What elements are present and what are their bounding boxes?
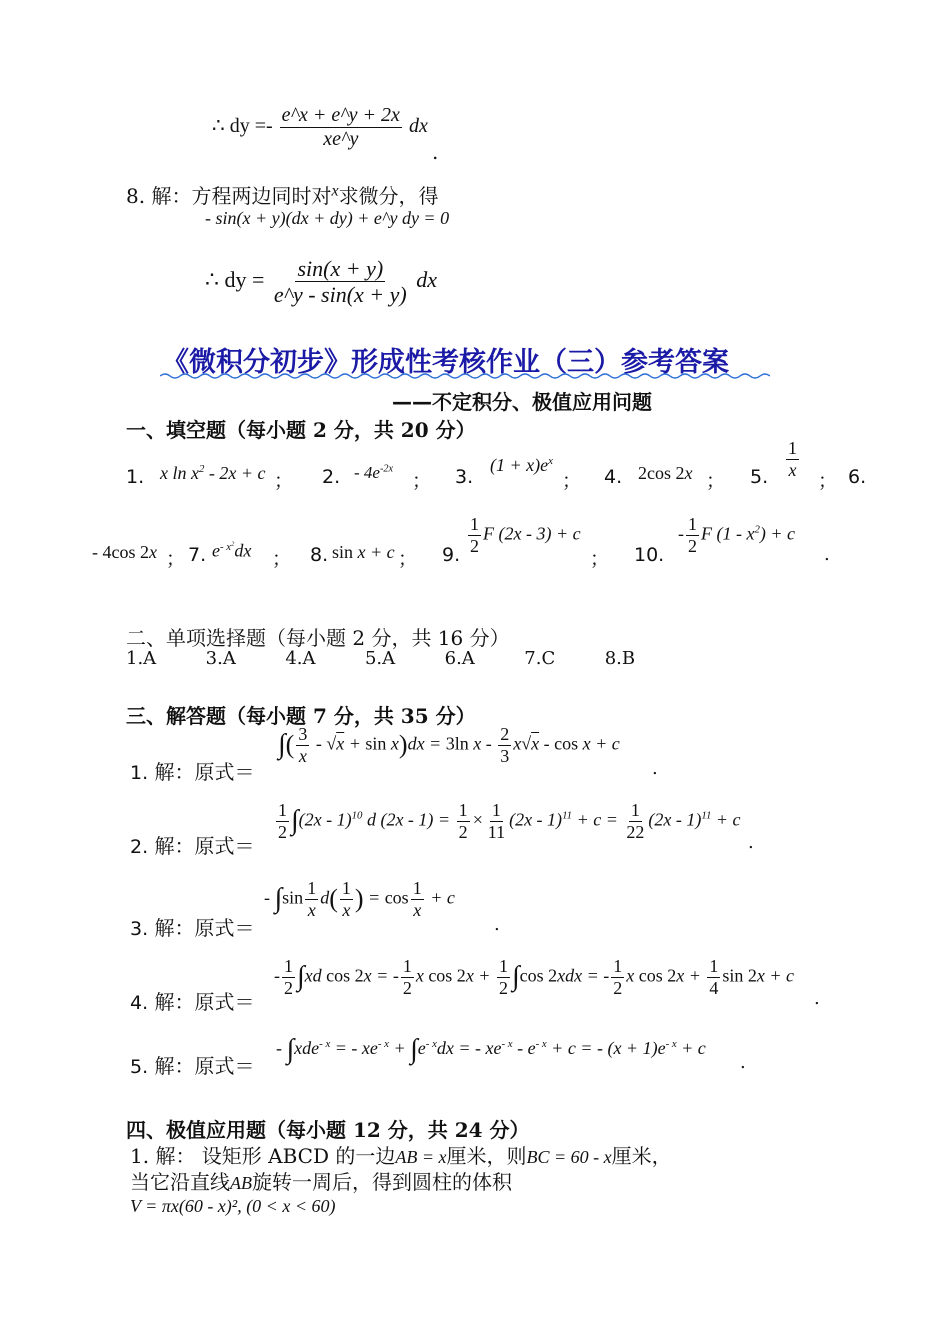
dy1-tail: dx [408, 115, 428, 138]
s4-text: 当它沿直线 [130, 1170, 230, 1194]
fill-7-label: 7. [188, 544, 207, 566]
period-mark: . [824, 544, 830, 565]
solution-5-label: 5. 解：原式＝ [130, 1054, 255, 1078]
separator: ； [590, 548, 610, 570]
dy2-lhs: ∴ dy = [205, 266, 265, 292]
fill-5-label: 5. [750, 466, 769, 488]
solution-4-formula: - $\frac{1}{2}$ ∫xd cos 2x = - $\frac{1}{2}$ x cos 2x + $\frac{1}{2}$ ∫cos 2xdx = - $\frac{1}{2}$ x cos 2x + $\frac{1}{4}$ sin 2x + c [274, 956, 795, 998]
volume-formula: V = πx(60 - x)², (0 < x < 60) [130, 1196, 336, 1216]
fill-9-answer: $\frac{1}{2}$ F (2x - 3) + c [470, 514, 581, 556]
dy1-lhs: ∴ dy =- [212, 115, 273, 138]
item8-label: 8. 解：方程两边同时对 [126, 184, 332, 208]
fill-7-answer: $e^{- x^2}dx$ [212, 540, 252, 561]
separator: ； [562, 470, 582, 492]
fill-2-label: 2. [322, 466, 341, 488]
s4-bc: BC = 60 - x [526, 1147, 612, 1167]
separator: ； [412, 470, 432, 492]
title-wavy-underline [160, 372, 770, 380]
fill-1-label: 1. [126, 466, 145, 488]
fill-4-label: 4. [604, 466, 623, 488]
s4-ab: AB [230, 1173, 252, 1193]
separator: ； [398, 548, 418, 570]
period-mark: . [494, 914, 500, 935]
fill-9-label: 9. [442, 544, 461, 566]
fill-10-label: 10. [634, 544, 665, 566]
dy1-denominator: xe^y [323, 128, 359, 150]
fill-4-answer: 2cos 2x [638, 463, 693, 483]
solution-3-formula: - ∫sin $\frac{1}{x}$ d( $\frac{1}{x}$ ) = cos $\frac{1}{x}$ + c [264, 878, 455, 920]
dy2-tail: dx [416, 266, 438, 292]
separator: ； [818, 470, 838, 492]
section2-heading: 二、单项选择题（每小题 2 分，共 16 分） [126, 626, 510, 650]
period-mark: . [652, 758, 658, 779]
choice-answer: 8.B [604, 648, 636, 669]
separator: ； [166, 548, 186, 570]
period-mark: . [432, 140, 439, 164]
section3-heading: 三、解答题（每小题 7 分，共 35 分） [126, 704, 476, 728]
item8-line [126, 180, 439, 209]
choice-answer: 7.C [524, 648, 556, 669]
choice-answer: 4.A [285, 648, 316, 669]
period-mark: . [814, 988, 820, 1009]
fill-2-answer: - $4e^{-2x}$ [354, 463, 393, 482]
choice-answer: 5.A [364, 648, 396, 669]
s4-text: 厘米， [611, 1144, 672, 1168]
dy2-denominator: e^y - sin(x + y) [273, 282, 407, 308]
section2-answers [126, 648, 635, 669]
item8-rest: 求微分，得 [338, 184, 439, 208]
s4-ab: AB = x [395, 1147, 447, 1167]
separator: ； [706, 470, 726, 492]
dy2-fraction [272, 256, 409, 308]
fill-10-answer: - $\frac{1}{2}$ F $(1 - x^2) + c$ [678, 514, 796, 556]
separator: ； [274, 470, 294, 492]
dy1-numerator: e^x + e^y + 2x [281, 104, 400, 126]
solution-2-formula: $\frac{1}{2}$ ∫(2x - 1)$^{10}$ d (2x - 1) = $\frac{1}{2}$ × $\frac{1}{11}$ (2x - 1)$^{11}$ + c = $\frac{1}{22}$ (2x - 1)$^{11}$ + c [278, 800, 741, 842]
fill-8-answer: sin x + c [332, 542, 395, 562]
solution-3-label: 3. 解：原式＝ [130, 916, 255, 940]
period-mark: . [740, 1052, 746, 1073]
section1-heading: 一、填空题（每小题 2 分，共 20 分） [126, 418, 476, 442]
page-title: 《微积分初步》形成性考核作业（三）参考答案 [162, 347, 729, 378]
dy-result-1 [212, 104, 428, 151]
choice-answer: 3.A [205, 648, 236, 669]
s4-text: 厘米，则 [446, 1144, 527, 1168]
page-subtitle: ——不定积分、极值应用问题 [392, 390, 652, 414]
solution-5-formula: - ∫xde$^{- x}$ = - $xe^{- x} + \int e^{- x}dx$ = - $xe^{- x} - e^{- x} + c$ = - $(x + 1)e^{- x} + c$ [276, 1034, 706, 1065]
section4-heading: 四、极值应用题（每小题 12 分，共 24 分） [126, 1118, 530, 1142]
solution-4-label: 4. 解：原式＝ [130, 990, 255, 1014]
period-mark: . [748, 832, 754, 853]
fill-6-label: 6. [848, 466, 867, 488]
item8-equation: - sin(x + y)(dx + dy) + e^y dy = 0 [205, 208, 450, 228]
item8-var: x [331, 182, 339, 200]
solution-2-label: 2. 解：原式＝ [130, 834, 255, 858]
section4-line-1 [130, 1140, 672, 1169]
s4-text: 1. 解： 设矩形 ABCD 的一边 [130, 1144, 396, 1168]
dy-result-2 [205, 256, 437, 308]
fill-1-answer: x $\ln x^2 - 2x + c$ [160, 463, 266, 483]
solution-1-label: 1. 解：原式＝ [130, 760, 255, 784]
fill-3-label: 3. [455, 466, 474, 488]
fill-6-answer: - 4cos 2x [92, 542, 157, 562]
dy1-fraction [280, 104, 402, 151]
fill-3-answer: $(1 + x)e^x$ [490, 455, 553, 475]
choice-answer: 1.A [126, 648, 157, 669]
dy2-numerator: sin(x + y) [297, 256, 384, 281]
separator: ； [272, 548, 292, 570]
section4-line-2 [130, 1166, 512, 1195]
fill-8-label: 8. [310, 544, 329, 566]
solution-1-formula: ∫( $\frac{3}{x}$ - √x + sin x)dx = 3ln x - $\frac{2}{3}$ x√x - cos x + c [278, 724, 620, 766]
choice-answer: 6.A [444, 648, 475, 669]
s4-text: 旋转一周后，得到圆柱的体积 [252, 1170, 512, 1194]
fill-5-answer: $\frac{1}{x}$ [788, 438, 797, 480]
